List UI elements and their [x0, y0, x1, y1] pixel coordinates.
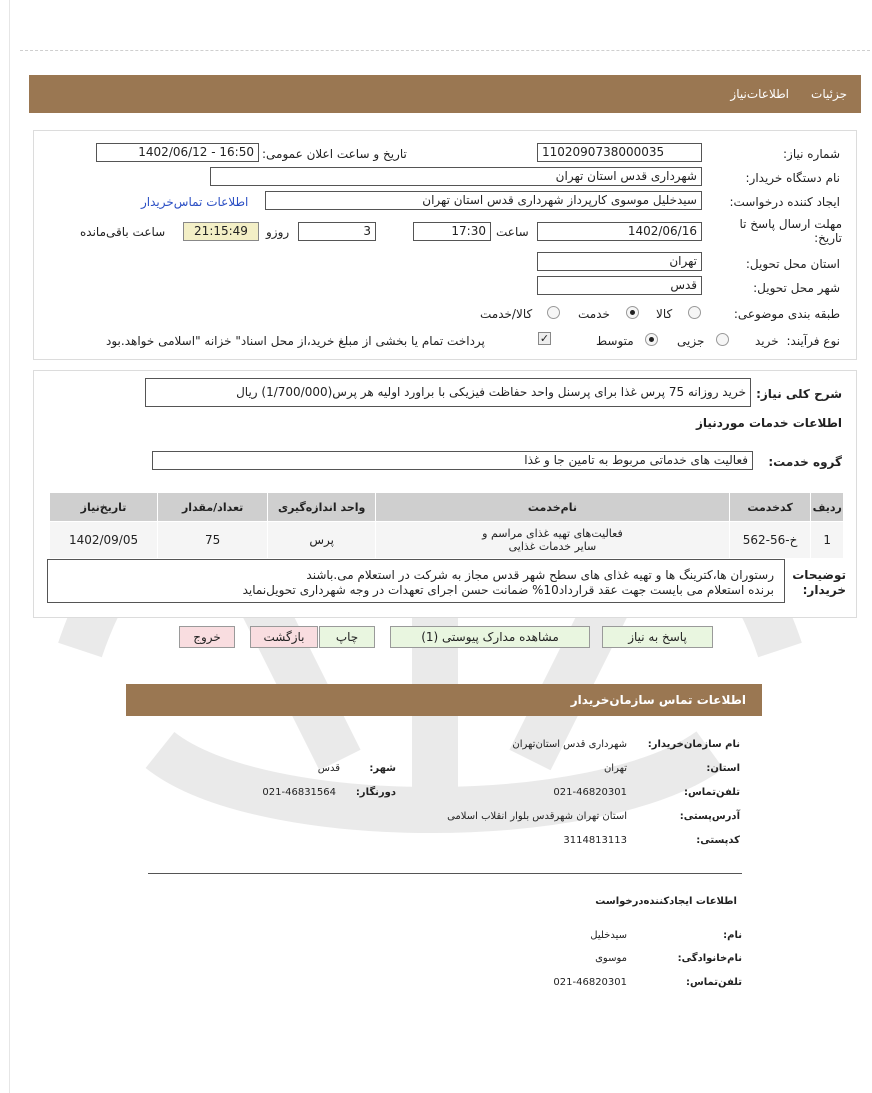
buyer-contact-link[interactable]: اطلاعات تماس‌خریدار [141, 195, 249, 209]
buyer-notes-box [47, 559, 785, 603]
category-option-goods-service: کالا/خدمت [480, 307, 533, 321]
announce-date-field: 1402/06/12 - 16:50 [96, 143, 259, 162]
service-group-label: گروه خدمت: [768, 455, 842, 469]
address-value: استان تهران شهرقدس بلوار انقلاب اسلامی [447, 811, 627, 822]
exit-button[interactable]: خروج [179, 626, 235, 648]
treasury-payment-checkbox[interactable]: ✓ [539, 332, 550, 345]
buyer-org-label: نام دستگاه خریدار: [745, 171, 840, 185]
treasury-payment-note: پرداخت تمام یا بخشی از مبلغ خرید،از محل اسناد" خزانه "اسلامی خواهد.بود [106, 334, 485, 348]
col-quantity: تعداد/مقدار [158, 493, 268, 522]
creator-family-value: موسوی [595, 953, 627, 964]
process-radio-minor[interactable] [716, 333, 729, 346]
cell-need-date: 1402/09/05 [50, 522, 158, 559]
buyer-notes-label: توضیحات خریدار: [792, 568, 846, 597]
attachments-button[interactable]: مشاهده مدارک پیوستی (1) [390, 626, 590, 648]
left-border-line [9, 0, 10, 1093]
buyer-notes-line-1: رستوران ها،کترینگ ها و تهیه غذای های سطح شهر قدس مجاز به شرکت در استعلام می.باشند [306, 568, 774, 582]
col-row: ردیف [811, 493, 844, 522]
category-option-goods: کالا [656, 307, 673, 321]
need-number-label: شماره نیاز: [783, 147, 840, 161]
tab-details[interactable]: جزئیات [811, 87, 847, 101]
creator-name-label: نام: [723, 930, 742, 941]
fax-label: دورنگار: [355, 787, 396, 798]
details-header-bar [29, 75, 861, 113]
city-field: قدس [537, 276, 702, 295]
table-row [50, 522, 844, 559]
top-divider [20, 50, 870, 51]
back-button[interactable]: بازگشت [250, 626, 318, 648]
col-unit: واحد اندازه‌گیری [268, 493, 376, 522]
table-header-row [50, 493, 844, 522]
contact-header-bar [126, 684, 762, 716]
general-description-label: شرح کلی نیاز: [756, 387, 842, 401]
creator-phone-value: 021-46820301 [553, 977, 627, 988]
category-radio-goods-service[interactable] [547, 306, 560, 319]
buyer-org-field: شهرداری قدس استان تهران [210, 167, 702, 186]
col-service-code: کدخدمت [729, 493, 811, 522]
org-name-value: شهرداری قدس استان‌تهران [512, 739, 627, 750]
creator-field: سیدخلیل موسوی کارپرداز شهرداری قدس استان تهران [265, 191, 702, 210]
need-number-field: 1102090738000035 [537, 143, 702, 162]
announce-date-label: تاریخ و ساعت اعلان عمومی: [262, 147, 407, 161]
cell-row: 1 [811, 522, 844, 559]
service-group-field: فعالیت های خدماتی مربوط به تامین جا و غذا [152, 451, 753, 470]
contact-title: اطلاعات تماس سازمان‌خریدار [570, 693, 746, 707]
category-label: طبقه بندی موضوعی: [733, 307, 840, 321]
process-option-medium: متوسط [596, 334, 634, 348]
category-radio-goods[interactable] [688, 306, 701, 319]
days-remaining-field: 3 [298, 222, 376, 241]
contact-divider [148, 873, 742, 874]
cell-service-name: فعالیت‌های تهیه غذای مراسم و سایر خدمات غذایی [376, 522, 729, 559]
deadline-time-field: 17:30 [413, 222, 491, 241]
cell-service-code: خ-56-562 [729, 522, 811, 559]
deadline-time-label: ساعت [496, 225, 529, 239]
province-label: استان محل تحویل: [745, 257, 840, 271]
process-option-minor: جزیی [677, 334, 705, 348]
creator-family-label: نام‌خانوادگی: [677, 953, 742, 964]
process-label: نوع فرآیند: [786, 334, 840, 348]
cell-unit: پرس [268, 522, 376, 559]
org-name-label: نام سازمان‌خریدار: [647, 739, 740, 750]
services-table [49, 492, 844, 559]
category-option-service: خدمت [578, 307, 610, 321]
reply-button[interactable]: پاسخ به نیاز [602, 626, 713, 648]
contact-phone-label: تلفن‌تماس: [683, 787, 740, 798]
cell-quantity: 75 [158, 522, 268, 559]
tab-need-info[interactable]: اطلاعات‌نیاز [730, 87, 789, 101]
col-service-name: نام‌خدمت [376, 493, 729, 522]
category-radio-service[interactable] [626, 306, 639, 319]
buyer-notes-line-2: برنده استعلام می بایست جهت عقد قرارداد10% ضمانت حسن اجرای تعهدات در وجه شهرداری تحویل‌نماید [242, 583, 774, 597]
fax-value: 021-46831564 [262, 787, 336, 798]
col-need-date: تاریخ‌نیاز [50, 493, 158, 522]
creator-heading: اطلاعات ایجادکننده‌درخواست [595, 896, 737, 907]
process-value: خرید [755, 334, 779, 348]
postal-code-value: 3114813113 [563, 835, 627, 846]
deadline-date-field: 1402/06/16 [537, 222, 702, 241]
city-label: شهر محل تحویل: [753, 281, 840, 295]
services-heading: اطلاعات خدمات موردنیاز [695, 416, 842, 430]
need-info-panel [33, 130, 857, 360]
process-radio-medium[interactable] [645, 333, 658, 346]
address-label: آدرس‌پستی: [679, 811, 740, 822]
creator-phone-label: تلفن‌تماس: [685, 977, 742, 988]
contact-phone-value: 021-46820301 [553, 787, 627, 798]
creator-name-value: سیدخلیل [590, 930, 627, 941]
contact-province-label: استان: [706, 763, 740, 774]
deadline-label: مهلت ارسال پاسخ تا تاریخ: [739, 217, 842, 245]
print-button[interactable]: چاپ [319, 626, 375, 648]
days-label: روزو [266, 225, 290, 239]
contact-city-label: شهر: [369, 763, 396, 774]
remaining-time-label: ساعت باقی‌مانده [80, 225, 166, 239]
province-field: تهران [537, 252, 702, 271]
contact-province-value: تهران [603, 763, 627, 774]
creator-label: ایجاد کننده درخواست: [729, 195, 840, 209]
general-description-field: خرید روزانه 75 پرس غذا برای پرسنل واحد حفاظت فیزیکی با براورد اولیه هر پرس(1/700/000) ریال [145, 378, 751, 407]
postal-code-label: کدپستی: [696, 835, 740, 846]
remaining-time-counter: 21:15:49 [183, 222, 259, 241]
contact-city-value: قدس [317, 763, 340, 774]
